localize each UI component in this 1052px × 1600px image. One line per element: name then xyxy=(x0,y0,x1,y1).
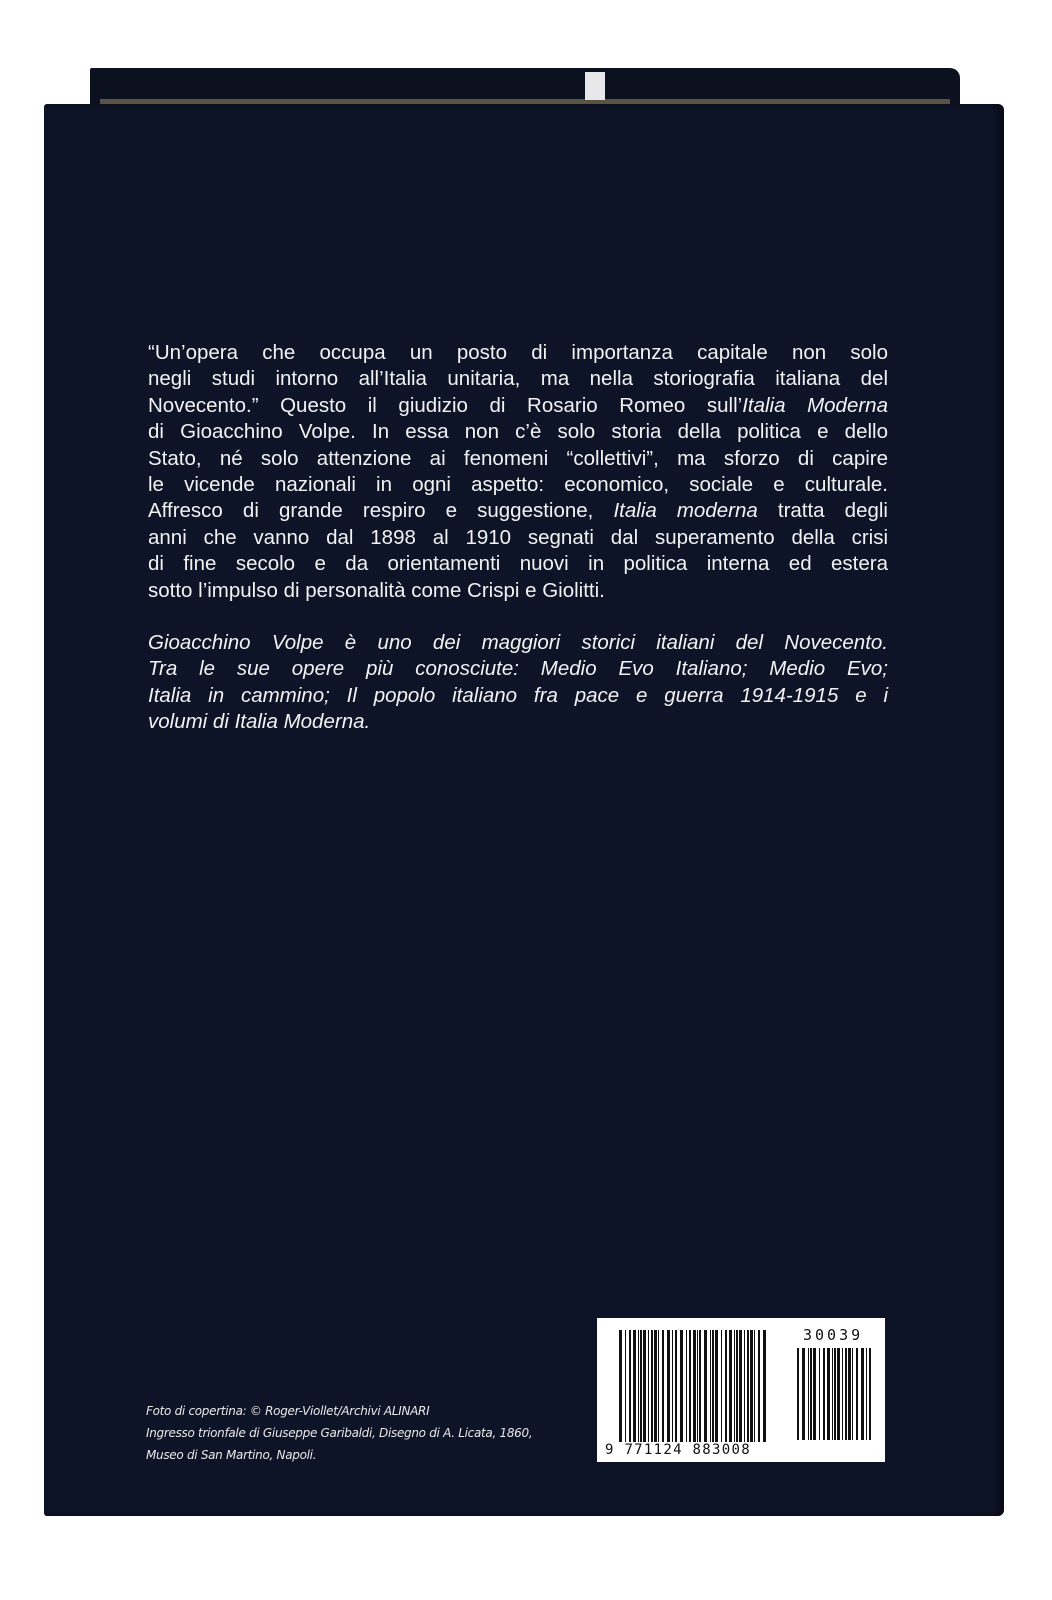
barcode-bar xyxy=(699,1330,701,1442)
bio-line: Italia in cammino; Il popolo italiano fra pace e guerra 1914-1915 e i xyxy=(148,683,888,707)
barcode-bar xyxy=(810,1348,812,1440)
barcode-bar xyxy=(675,1330,677,1442)
barcode-bar xyxy=(754,1330,755,1442)
barcode-bar xyxy=(721,1330,722,1442)
book-title-italic: Italia moderna xyxy=(613,499,758,523)
barcode-bar xyxy=(856,1348,858,1440)
blurb-paragraph xyxy=(148,340,888,604)
barcode-bar xyxy=(808,1348,809,1440)
barcode-bar xyxy=(747,1330,749,1442)
barcode-bar xyxy=(658,1330,659,1442)
barcode-bar xyxy=(704,1330,707,1442)
barcode-bar xyxy=(866,1348,867,1440)
back-cover xyxy=(44,104,1004,1516)
blurb-text-segment: Affresco di grande respiro e suggestione, xyxy=(148,499,614,523)
barcode-bar xyxy=(832,1348,833,1440)
barcode-bar xyxy=(729,1330,732,1442)
barcode-bar xyxy=(662,1330,664,1442)
author-bio-paragraph xyxy=(148,630,888,736)
barcode-bar xyxy=(819,1348,820,1440)
barcode-bar xyxy=(813,1348,816,1440)
barcode-bars xyxy=(619,1330,769,1442)
blurb-line xyxy=(148,472,888,498)
barcode-bar xyxy=(619,1330,622,1442)
barcode xyxy=(597,1318,885,1462)
barcode-bar xyxy=(834,1348,836,1440)
blurb-line xyxy=(148,578,888,604)
bio-line: Gioacchino Volpe è uno dei maggiori storici italiani del Novecento. xyxy=(148,631,888,655)
barcode-bar xyxy=(744,1330,745,1442)
credit-line: Museo di San Martino, Napoli. xyxy=(146,1448,317,1462)
bio-line: Tra le sue opere più conosciute: Medio Evo Italiano; Medio Evo; xyxy=(148,657,888,681)
barcode-addon-bars xyxy=(797,1348,875,1440)
barcode-bar xyxy=(712,1330,714,1442)
barcode-bar xyxy=(763,1330,766,1442)
blurb-line xyxy=(148,340,888,366)
barcode-bar xyxy=(758,1330,760,1442)
barcode-bar xyxy=(710,1330,711,1442)
credit-line: Ingresso trionfale di Giuseppe Garibaldi, Disegno di A. Licata, 1860, xyxy=(146,1426,533,1440)
blurb-text xyxy=(148,340,888,736)
barcode-bar xyxy=(715,1330,718,1442)
barcode-bar xyxy=(861,1348,864,1440)
blurb-line xyxy=(148,525,888,551)
blurb-line xyxy=(148,419,888,445)
barcode-bar xyxy=(842,1348,843,1440)
blurb-text-segment: “Un’opera che occupa un posto di importanza capitale non solo xyxy=(148,341,888,364)
barcode-bar xyxy=(823,1348,825,1440)
barcode-bar xyxy=(667,1330,670,1442)
barcode-bar xyxy=(638,1330,639,1442)
barcode-bar xyxy=(845,1348,847,1440)
blurb-text-segment: di fine secolo e da orientamenti nuovi in politica interna ed estera xyxy=(148,552,888,576)
book-title-italic: Italia Moderna xyxy=(742,393,888,417)
blurb-text-segment: Novecento.” Questo il giudizio di Rosario Romeo sull’ xyxy=(148,393,743,417)
barcode-bar xyxy=(750,1330,753,1442)
blurb-line xyxy=(148,551,888,577)
barcode-bar xyxy=(802,1348,805,1440)
barcode-bar xyxy=(640,1330,642,1442)
barcode-bar xyxy=(689,1330,691,1442)
credit-line: Foto di copertina: © Roger-Viollet/Archivi ALINARI xyxy=(146,1404,430,1418)
bookmark-ribbon xyxy=(585,72,605,100)
blurb-text-segment: anni che vanno dal 1898 al 1910 segnati dal superamento della crisi xyxy=(148,525,888,549)
blurb-line xyxy=(148,498,888,524)
barcode-bar xyxy=(693,1330,696,1442)
barcode-bar xyxy=(686,1330,687,1442)
barcode-bar xyxy=(654,1330,657,1442)
barcode-bar xyxy=(797,1348,799,1440)
barcode-bar xyxy=(633,1330,636,1442)
barcode-number: 9 771124 883008 xyxy=(605,1442,751,1458)
barcode-bar xyxy=(697,1330,698,1442)
bio-line: volumi di Italia Moderna. xyxy=(148,710,371,734)
barcode-bar xyxy=(852,1348,853,1440)
blurb-line xyxy=(148,393,888,419)
barcode-bar xyxy=(827,1348,830,1440)
barcode-bar xyxy=(734,1330,735,1442)
barcode-bar xyxy=(725,1330,727,1442)
barcode-bar xyxy=(739,1330,742,1442)
barcode-bar xyxy=(651,1330,653,1442)
blurb-text-segment: tratta degli xyxy=(757,499,888,523)
blurb-text-segment: di Gioacchino Volpe. In essa non c’è solo storia della politica e dello xyxy=(148,420,888,444)
blurb-line xyxy=(148,446,888,472)
photo-credits xyxy=(146,1400,532,1466)
barcode-bar xyxy=(672,1330,673,1442)
barcode-bar xyxy=(837,1348,840,1440)
barcode-bar xyxy=(629,1330,631,1442)
barcode-bar xyxy=(625,1330,626,1442)
blurb-line xyxy=(148,366,888,392)
barcode-bar xyxy=(680,1330,683,1442)
barcode-bar xyxy=(736,1330,738,1442)
blurb-text-segment: le vicende nazionali in ogni aspetto: economico, sociale e culturale. xyxy=(148,473,888,497)
barcode-bar xyxy=(869,1348,871,1440)
blurb-text-segment: Stato, né solo attenzione ai fenomeni “collettivi”, ma sforzo di capire xyxy=(148,446,888,470)
blurb-text-segment: negli studi intorno all’Italia unitaria, ma nella storiografia italiana del xyxy=(148,367,888,391)
barcode-bar xyxy=(643,1330,646,1442)
barcode-bar xyxy=(648,1330,649,1442)
barcode-addon-number: 30039 xyxy=(803,1326,864,1344)
barcode-bar xyxy=(848,1348,851,1440)
blurb-text-segment: sotto l’impulso di personalità come Crispi e Giolitti. xyxy=(148,578,605,602)
